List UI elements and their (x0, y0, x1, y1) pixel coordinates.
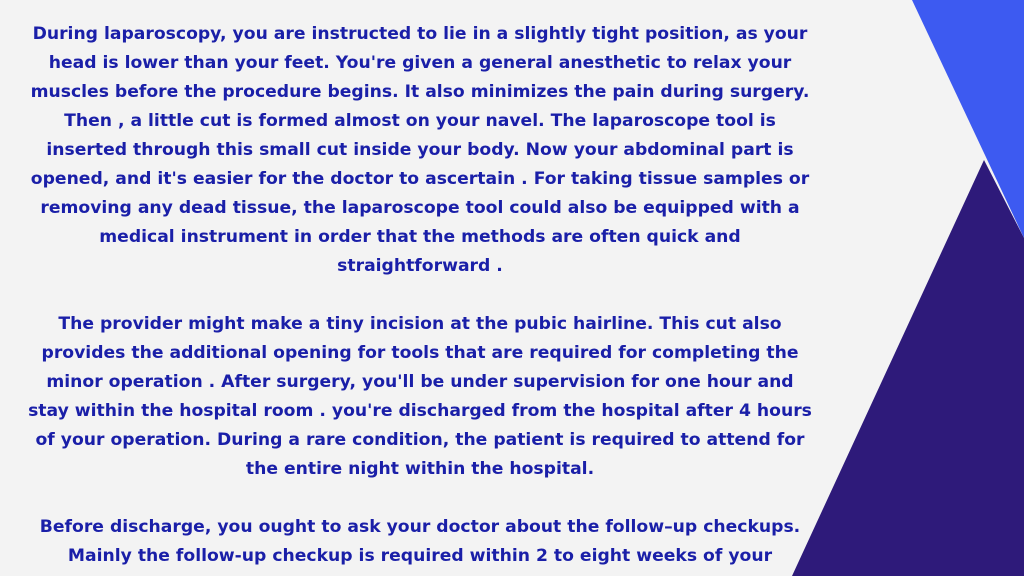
paragraph-3: Before discharge, you ought to ask your doctor about the follow–up checkups. Mainly the follow-up checkup is required within 2 to eight weeks of your (39, 517, 801, 566)
paragraph-1: During laparoscopy, you are instructed to lie in a slightly tight position, as your head is lower than your feet. You're given a general anesthetic to relax your muscles before the procedure begins. It also minimizes the pain during surgery. Then , a little cut is formed almost on your navel. The laparoscope tool is inserted through this small cut inside your body. Now your abdominal part is opened, and it's easier for the doctor to ascertain . For taking tissue samples or removing any dead tissue, the laparoscope tool could also be equipped with a medical instrument in order that the methods are often quick and straightforward . (30, 24, 810, 276)
paragraph-2: The provider might make a tiny incision at the pubic hairline. This cut also provides the additional opening for tools that are required for completing the minor operation . After surgery, you'll be under supervision for one hour and stay within the hospital room . you're discharged from the hospital after 4 hours of your operation. During a rare condition, the patient is required to attend for the entire night within the hospital. (28, 314, 812, 479)
body-text (28, 20, 812, 576)
indigo-polygon-shape (792, 160, 1024, 576)
